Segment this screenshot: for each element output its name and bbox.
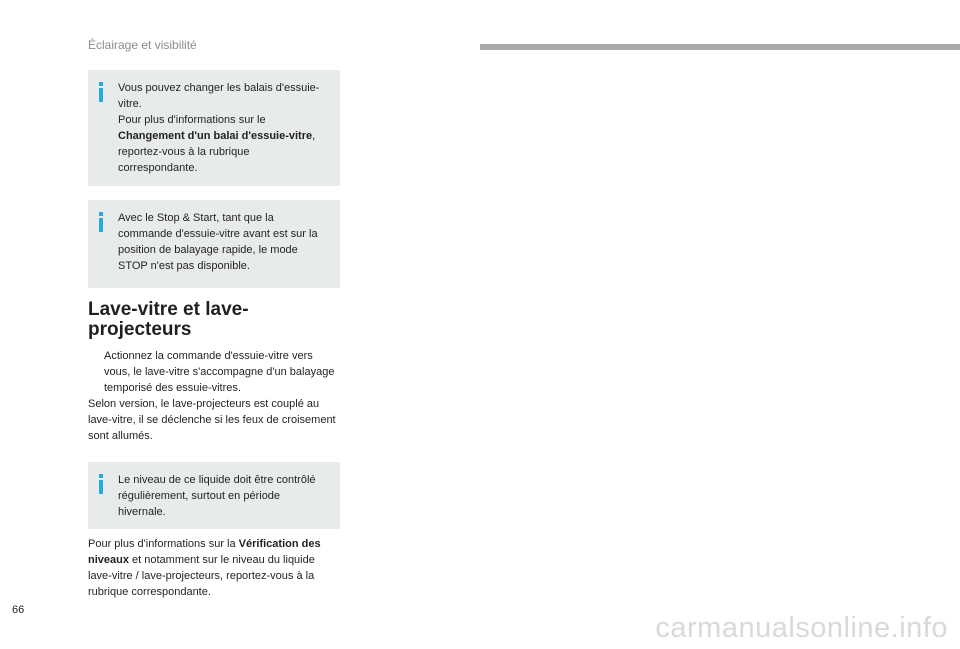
page-number: 66 xyxy=(12,604,25,616)
cross-reference-title: Vérification des niveaux xyxy=(88,538,321,566)
info-note-stop-start xyxy=(88,200,340,288)
note-text: Le niveau de ce liquide doit être contrôlé régulièrement, surtout en période hivernale. xyxy=(118,474,316,518)
note-text: Avec le Stop & Start, tant que la commande d'essuie-vitre avant est sur la position de balayage rapide, le mode STOP n'est pas disponible. xyxy=(118,212,318,272)
headlamp-washer-paragraph: Selon version, le lave-projecteurs est couplé au lave-vitre, il se déclenche si les feux de croisement sont allumés. xyxy=(88,398,336,442)
section-title: Lave-vitre et lave-projecteurs xyxy=(88,299,249,340)
info-icon xyxy=(96,474,106,494)
header-divider xyxy=(480,44,960,50)
info-note-fluid-level xyxy=(88,462,340,529)
watermark: carmanualsonline.info xyxy=(655,612,948,644)
info-icon xyxy=(96,212,106,232)
section-header-title: Éclairage et visibilité xyxy=(88,38,197,52)
instruction-bullet: Actionnez la commande d'essuie-vitre vers vous, le lave-vitre s'accompagne d'un balayage temporisé des essuie-vitres. xyxy=(104,350,335,394)
fluid-check-paragraph: Pour plus d'informations sur la Vérification des niveaux et notamment sur le niveau du liquide lave-vitre / lave-projecteurs, reportez-vous à la rubrique correspondante. xyxy=(88,538,321,598)
note-text: Vous pouvez changer les balais d'essuie-vitre. Pour plus d'informations sur le Changement d'un balai d'essuie-vitre, reportez-vous à la rubrique correspondante. xyxy=(118,82,320,174)
cross-reference-title: Changement d'un balai d'essuie-vitre xyxy=(118,130,313,142)
info-icon xyxy=(96,82,106,102)
info-note-wiper-blades xyxy=(88,70,340,186)
